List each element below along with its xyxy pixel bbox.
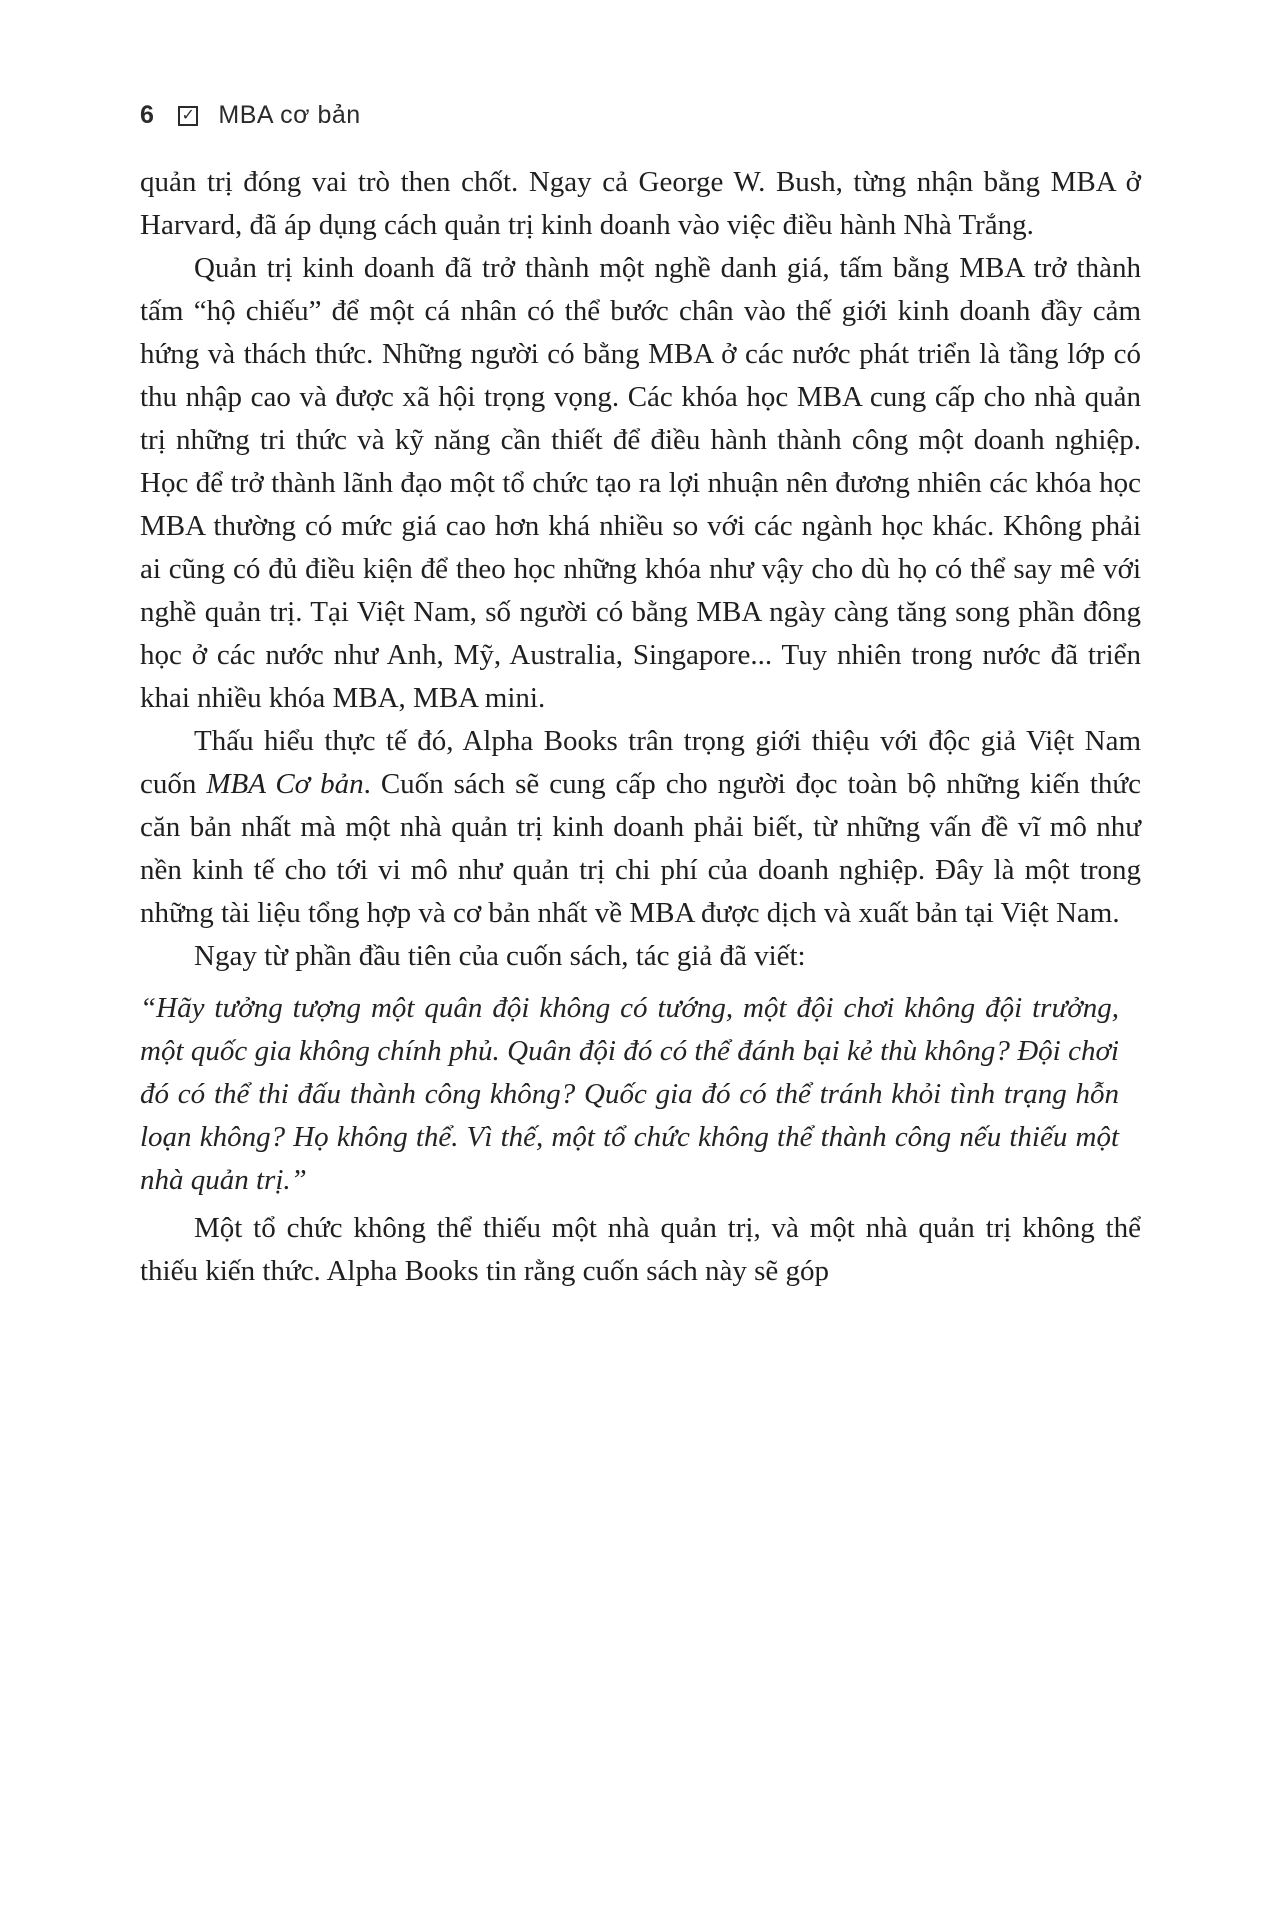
paragraph <box>140 720 1141 935</box>
paragraph-text: Thấu hiểu thực tế đó, Alpha Books trân trọng giới thiệu với độc giả Việt Nam cuốn <box>140 725 1141 800</box>
quote-paragraph: “Hãy tưởng tượng một quân đội không có tướng, một đội chơi không đội trưởng, một quốc gia không chính phủ. Quân đội đó có thể đánh bại kẻ thù không? Đội chơi đó có thể thi đấu thành công không? Quốc gia đó có thể tránh khỏi tình trạng hỗn loạn không? Họ không thể. Vì thế, một tổ chức không thể thành công nếu thiếu một nhà quản trị.” <box>140 992 1119 1196</box>
paragraph: Quản trị kinh doanh đã trở thành một nghề danh giá, tấm bằng MBA trở thành tấm “hộ chiếu” để một cá nhân có thể bước chân vào thế giới kinh doanh đầy cảm hứng và thách thức. Những người có bằng MBA ở các nước phát triển là tầng lớp có thu nhập cao và được xã hội trọng vọng. Các khóa học MBA cung cấp cho nhà quản trị những tri thức và kỹ năng cần thiết để điều hành thành công một doanh nghiệp. Học để trở thành lãnh đạo một tổ chức tạo ra lợi nhuận nên đương nhiên các khóa học MBA thường có mức giá cao hơn khá nhiều so với các ngành học khác. Không phải ai cũng có đủ điều kiện để theo học những khóa như vậy cho dù họ có thể say mê với nghề quản trị. Tại Việt Nam, số người có bằng MBA ngày càng tăng song phần đông học ở các nước như Anh, Mỹ, Australia, Singapore... Tuy nhiên trong nước đã triển khai nhiều khóa MBA, MBA mini. <box>140 252 1141 714</box>
checkmark-glyph: ✓ <box>181 106 196 124</box>
page-number: 6 <box>140 101 155 129</box>
paragraph: Ngay từ phần đầu tiên của cuốn sách, tác giả đã viết: <box>194 940 806 972</box>
book-title: MBA cơ bản <box>218 101 361 129</box>
checkbox-icon <box>178 106 198 126</box>
page-body <box>140 161 1141 1293</box>
paragraph: quản trị đóng vai trò then chốt. Ngay cả George W. Bush, từng nhận bằng MBA ở Harvard, đã áp dụng cách quản trị kinh doanh vào việc điều hành Nhà Trắng. <box>140 166 1141 241</box>
paragraph: Một tổ chức không thể thiếu một nhà quản trị, và một nhà quản trị không thể thiếu kiến thức. Alpha Books tin rằng cuốn sách này sẽ góp <box>140 1212 1141 1287</box>
paragraph-text: . Cuốn sách sẽ cung cấp cho người đọc toàn bộ những kiến thức căn bản nhất mà một nhà quản trị kinh doanh phải biết, từ những vấn đề vĩ mô như nền kinh tế cho tới vi mô như quản trị chi phí của doanh nghiệp. Đây là một trong những tài liệu tổng hợp và cơ bản nhất về MBA được dịch và xuất bản tại Việt Nam. <box>140 768 1141 929</box>
page-header <box>140 101 361 130</box>
book-title-reference: MBA Cơ bản <box>206 768 364 800</box>
